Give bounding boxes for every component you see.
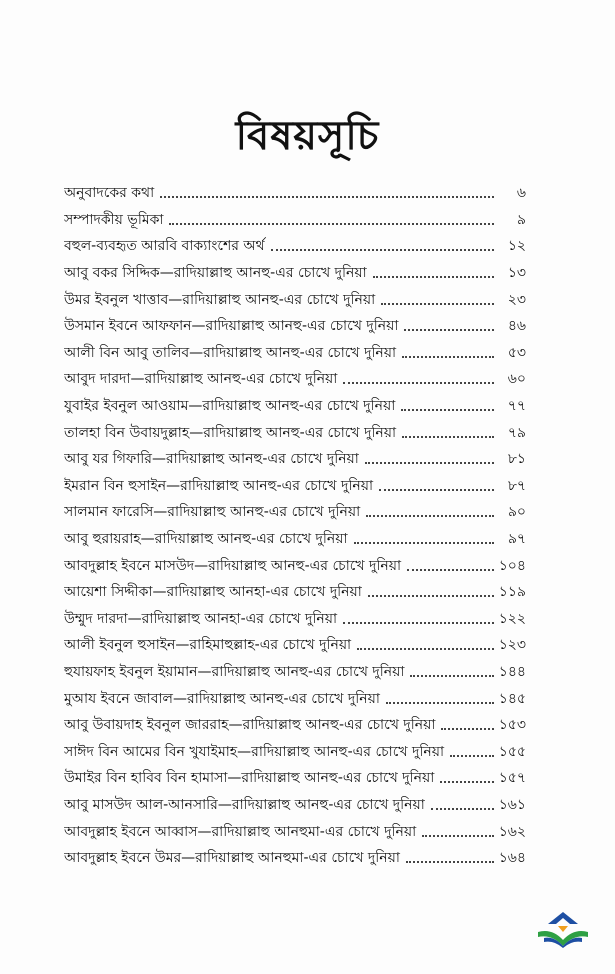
toc-entry-title: বহুল-ব্যবহৃত আরবি বাক্যাংশের অর্থ	[64, 238, 265, 255]
toc-entry-page-number: ১৬৪	[498, 850, 526, 867]
toc-entry-page-number: ১২	[507, 238, 526, 255]
toc-entry-title: তালহা বিন উবায়দুল্লাহ—রাদিয়াল্লাহু আনহু-এর চোখে দুনিয়া	[64, 424, 397, 441]
toc-leader-dots	[407, 555, 494, 571]
toc-entry-page-number: ৪৬	[507, 318, 526, 335]
table-of-contents	[64, 180, 526, 871]
toc-leader-dots	[343, 368, 494, 384]
toc-entry-page-number: ৬০	[507, 371, 526, 388]
toc-entry	[64, 260, 526, 287]
toc-leader-dots	[354, 528, 494, 544]
toc-entry	[64, 499, 526, 526]
toc-entry-title: সাঈদ বিন আমের বিন খুযাইমাহ—রাদিয়াল্লাহু আনহু-এর চোখে দুনিয়া	[64, 743, 445, 760]
toc-entry	[64, 366, 526, 393]
toc-leader-dots	[402, 342, 494, 358]
toc-entry-title: অনুবাদকের কথা	[64, 185, 155, 202]
toc-entry-page-number: ১৬২	[498, 823, 526, 840]
toc-entry-page-number: ৯	[516, 211, 526, 228]
publisher-logo-icon	[534, 910, 592, 950]
toc-entry-title: সালমান ফারেসি—রাদিয়াল্লাহু আনহু-এর চোখে দুনিয়া	[64, 504, 361, 521]
toc-entry	[64, 473, 526, 500]
toc-leader-dots	[404, 315, 494, 331]
toc-entry	[64, 180, 526, 207]
toc-entry-page-number: ৫৩	[507, 344, 526, 361]
toc-leader-dots	[381, 289, 494, 305]
toc-entry-title: আবদুল্লাহ ইবনে আব্বাস—রাদিয়াল্লাহু আনহুমা-এর চোখে দুনিয়া	[64, 823, 417, 840]
toc-entry-page-number: ১২২	[498, 610, 526, 627]
toc-entry-title: আবদুল্লাহ ইবনে মাসউদ—রাদিয়াল্লাহু আনহু-এর চোখে দুনিয়া	[64, 557, 402, 574]
page-title: বিষয়সূচি	[235, 113, 380, 159]
toc-entry	[64, 659, 526, 686]
toc-entry	[64, 632, 526, 659]
toc-entry	[64, 446, 526, 473]
toc-leader-dots	[365, 448, 494, 464]
toc-entry	[64, 738, 526, 765]
toc-entry-title: আলী ইবনুল হুসাইন—রাহিমাহুল্লাহ-এর চোখে দুনিয়া	[64, 637, 352, 654]
toc-entry-page-number: ৯০	[507, 504, 526, 521]
toc-entry-title: উসমান ইবনে আফফান—রাদিয়াল্লাহু আনহু-এর চোখে দুনিয়া	[64, 318, 399, 335]
toc-leader-dots	[366, 501, 494, 517]
toc-leader-dots	[271, 235, 494, 251]
toc-entry-title: যুবাইর ইবনুল আওয়াম—রাদিয়াল্লাহু আনহু-এর চোখে দুনিয়া	[64, 398, 396, 415]
toc-entry-title: আলী বিন আবু তালিব—রাদিয়াল্লাহু আনহু-এর চোখে দুনিয়া	[64, 344, 397, 361]
toc-leader-dots	[450, 741, 494, 757]
toc-entry-page-number: ৭৯	[507, 424, 526, 441]
toc-entry	[64, 845, 526, 872]
toc-entry	[64, 712, 526, 739]
toc-entry	[64, 233, 526, 260]
toc-entry-title: আবদুল্লাহ ইবনে উমর—রাদিয়াল্লাহু আনহুমা-এর চোখে দুনিয়া	[64, 850, 400, 867]
toc-entry-page-number: ১৫৭	[498, 770, 526, 787]
toc-entry-page-number: ৭৭	[507, 398, 526, 415]
toc-leader-dots	[410, 661, 494, 677]
toc-entry	[64, 792, 526, 819]
toc-entry-page-number: ৮১	[507, 451, 526, 468]
toc-leader-dots	[406, 847, 494, 863]
toc-entry-page-number: ৯৭	[507, 531, 526, 548]
toc-leader-dots	[386, 688, 494, 704]
toc-entry-page-number: ১৩	[507, 265, 526, 282]
toc-entry-title: আবু হুরায়রাহ—রাদিয়াল্লাহু আনহু-এর চোখে দুনিয়া	[64, 531, 348, 548]
toc-leader-dots	[169, 209, 494, 225]
toc-entry-title: উমাইর বিন হাবিব বিন হামাসা—রাদিয়াল্লাহু আনহু-এর চোখে দুনিয়া	[64, 770, 435, 787]
toc-entry-page-number: ১৫৩	[498, 717, 526, 734]
toc-entry	[64, 526, 526, 553]
toc-entry-page-number: ১৪৫	[498, 690, 526, 707]
toc-leader-dots	[357, 634, 494, 650]
toc-entry	[64, 606, 526, 633]
toc-leader-dots	[441, 714, 494, 730]
toc-leader-dots	[373, 262, 494, 278]
toc-entry-page-number: ৬	[516, 185, 526, 202]
toc-entry	[64, 340, 526, 367]
toc-leader-dots	[402, 422, 494, 438]
toc-entry-page-number: ১০৪	[498, 557, 526, 574]
toc-entry-page-number: ১৫৫	[498, 743, 526, 760]
toc-entry-title: উমর ইবনুল খাত্তাব—রাদিয়াল্লাহু আনহু-এর চোখে দুনিয়া	[64, 291, 376, 308]
toc-leader-dots	[368, 581, 494, 597]
toc-entry-title: আবুদ দারদা—রাদিয়াল্লাহু আনহু-এর চোখে দুনিয়া	[64, 371, 338, 388]
toc-entry-page-number: ১৪৪	[498, 663, 526, 680]
toc-entry	[64, 286, 526, 313]
toc-leader-dots	[422, 821, 494, 837]
toc-entry-page-number: ১৬১	[498, 796, 526, 813]
toc-entry	[64, 685, 526, 712]
toc-entry-title: মুআয ইবনে জাবাল—রাদিয়াল্লাহু আনহু-এর চোখে দুনিয়া	[64, 690, 380, 707]
toc-entry-title: উম্মুদ দারদা—রাদিয়াল্লাহু আনহা-এর চোখে দুনিয়া	[64, 610, 338, 627]
toc-entry	[64, 207, 526, 234]
toc-entry-title: আয়েশা সিদ্দীকা—রাদিয়াল্লাহু আনহা-এর চোখে দুনিয়া	[64, 584, 362, 601]
toc-leader-dots	[401, 395, 494, 411]
toc-entry-page-number: ২৩	[507, 291, 526, 308]
toc-entry	[64, 579, 526, 606]
toc-entry	[64, 818, 526, 845]
toc-entry	[64, 313, 526, 340]
toc-entry	[64, 765, 526, 792]
toc-entry	[64, 419, 526, 446]
toc-entry-title: আবু যর গিফারি—রাদিয়াল্লাহু আনহু-এর চোখে দুনিয়া	[64, 451, 359, 468]
toc-leader-dots	[440, 767, 494, 783]
toc-entry-title: ইমরান বিন হুসাইন—রাদিয়াল্লাহু আনহু-এর চোখে দুনিয়া	[64, 477, 374, 494]
toc-entry-title: সম্পাদকীয় ভূমিকা	[64, 211, 164, 228]
toc-entry-title: আবু উবায়দাহ ইবনুল জাররাহ—রাদিয়াল্লাহু আনহু-এর চোখে দুনিয়া	[64, 717, 436, 734]
toc-entry-title: আবু মাসউদ আল-আনসারি—রাদিয়াল্লাহু আনহু-এর চোখে দুনিয়া	[64, 796, 425, 813]
toc-leader-dots	[160, 182, 494, 198]
toc-entry-title: আবু বকর সিদ্দিক—রাদিয়াল্লাহু আনহু-এর চোখে দুনিয়া	[64, 265, 367, 282]
toc-entry-page-number: ১২৩	[498, 637, 526, 654]
toc-entry-page-number: ৮৭	[507, 477, 526, 494]
toc-leader-dots	[431, 794, 494, 810]
toc-entry-title: হুযায়ফাহ ইবনুল ইয়ামান—রাদিয়াল্লাহু আনহু-এর চোখে দুনিয়া	[64, 663, 405, 680]
toc-entry	[64, 552, 526, 579]
toc-leader-dots	[379, 475, 494, 491]
toc-entry-page-number: ১১৯	[498, 584, 526, 601]
toc-leader-dots	[343, 608, 494, 624]
toc-entry	[64, 393, 526, 420]
